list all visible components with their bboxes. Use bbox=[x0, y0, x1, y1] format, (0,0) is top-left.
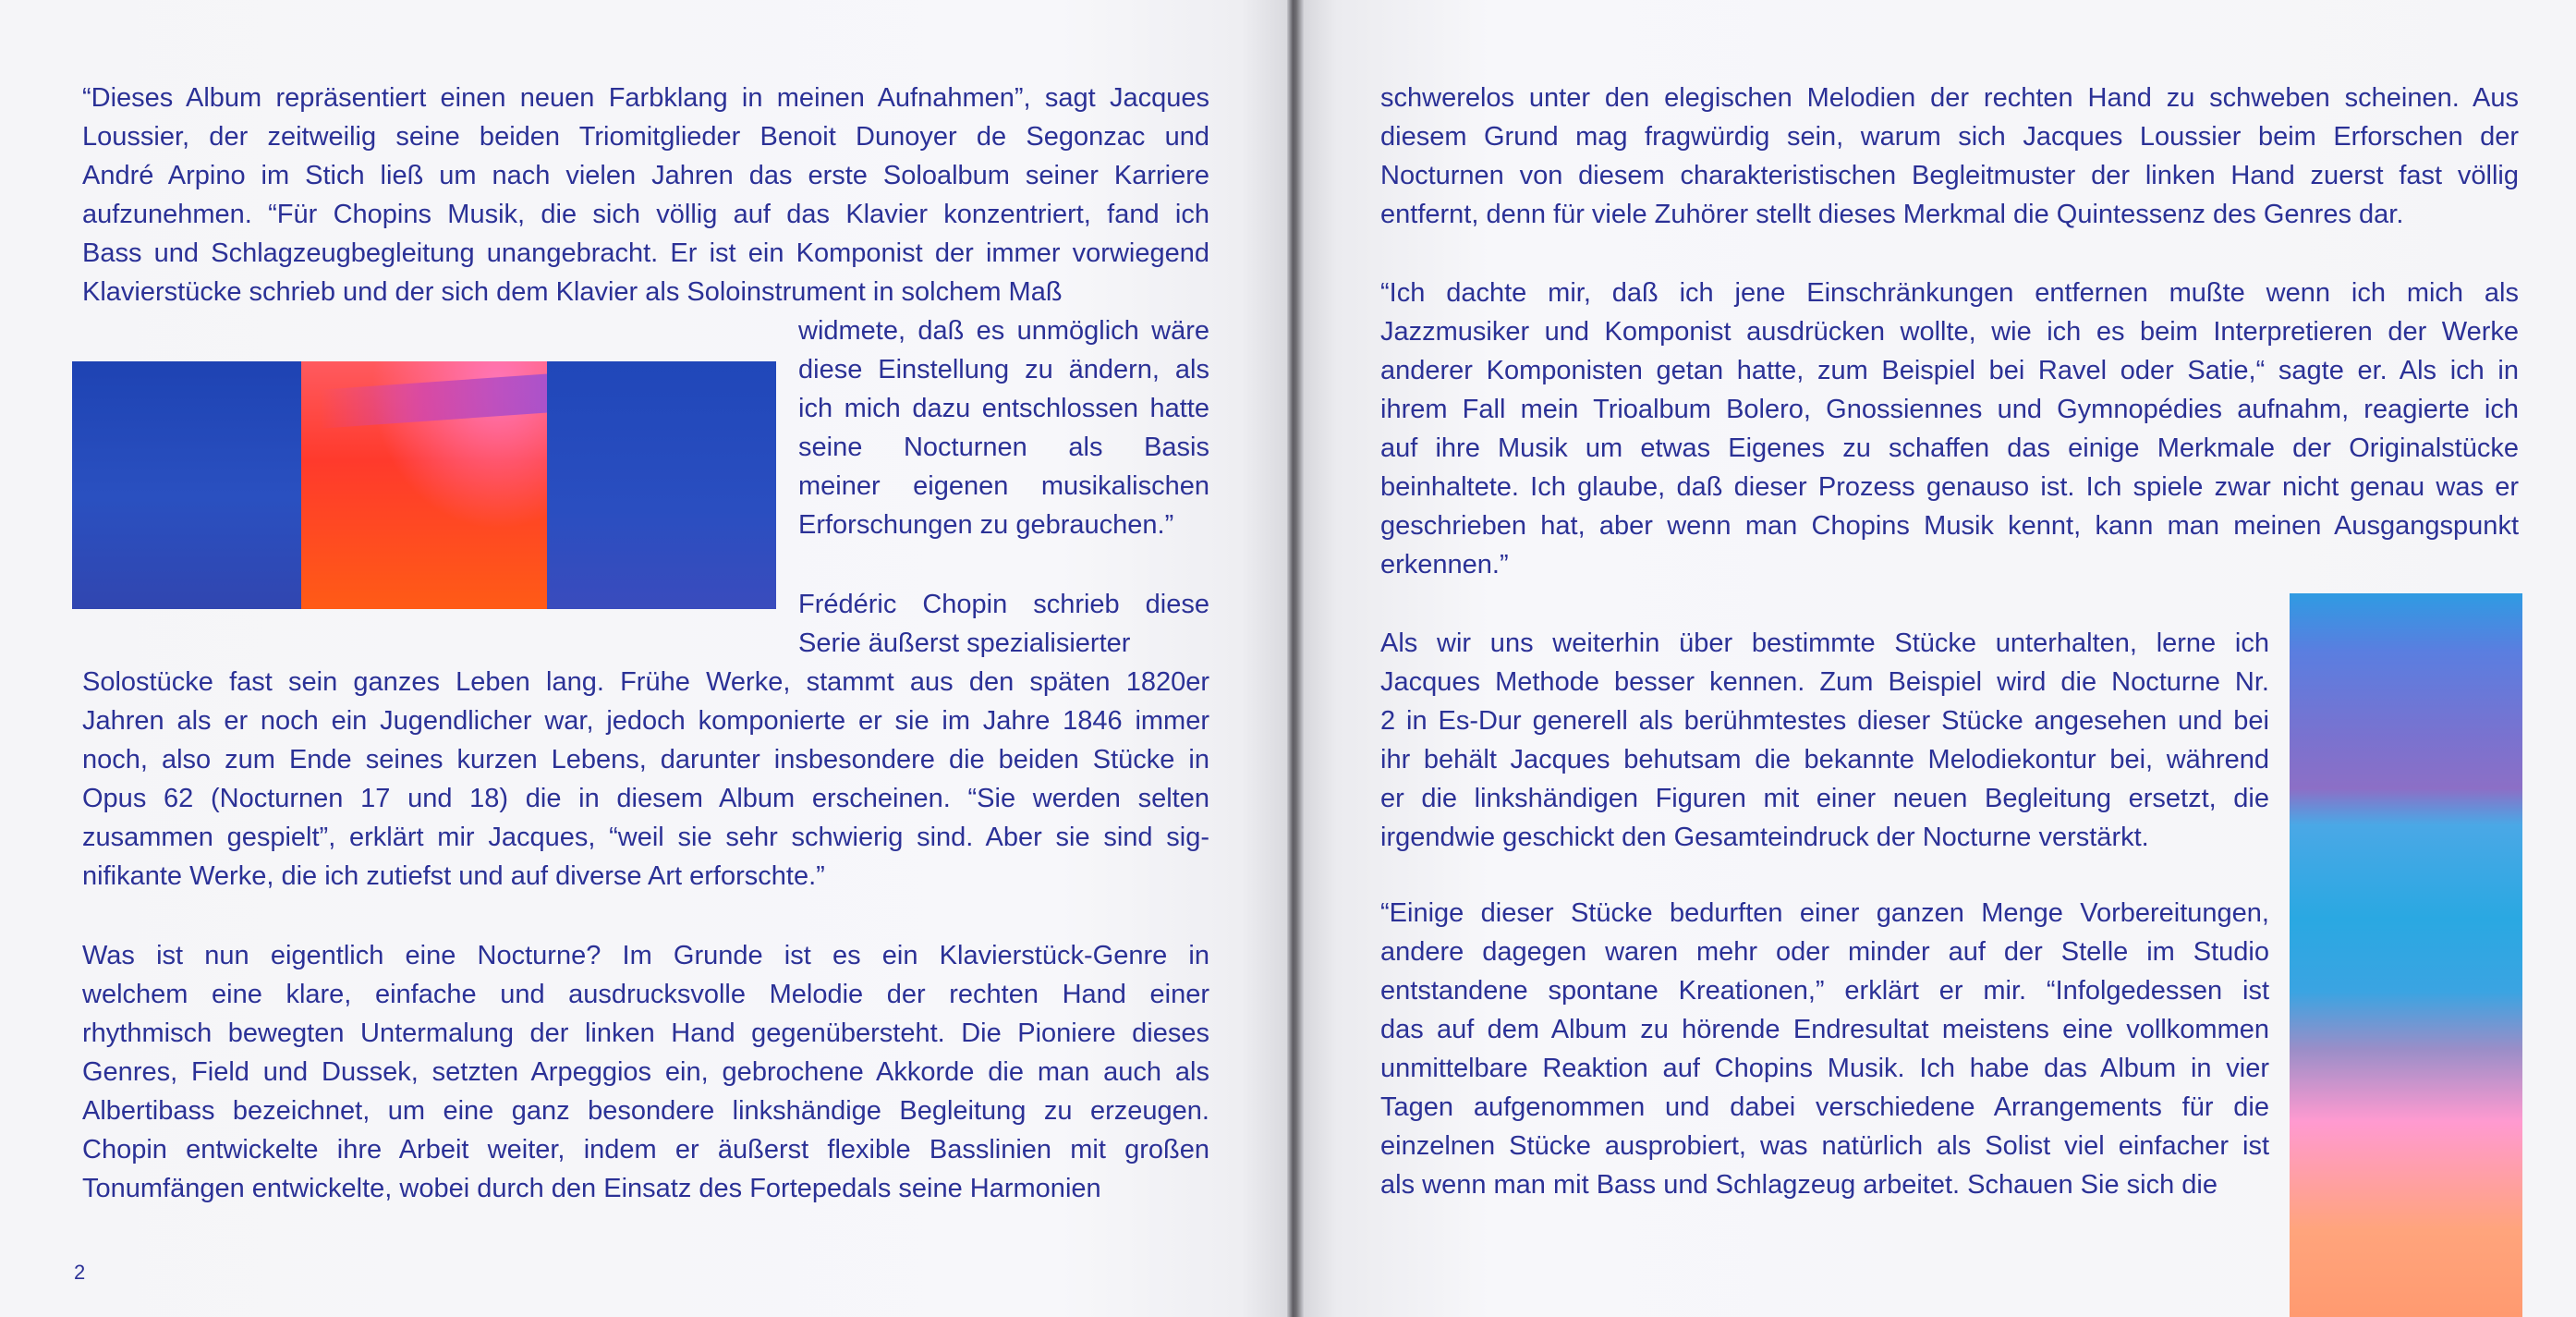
booklet-spine bbox=[1287, 0, 1304, 1317]
text-line: “Ich dachte mir, daß ich jene Einschränkungen entfernen mußte wenn ich mich als bbox=[1380, 278, 2519, 308]
blue-panel bbox=[547, 361, 776, 609]
text-line: noch, also zum Ende seines kurzen Lebens, darunter insbesondere die beiden Stücke in bbox=[82, 745, 1209, 774]
text-line: beinhaltete. Ich glaube, daß dieser Prozess genauso ist. Ich spiele zwar nicht genau was er bbox=[1380, 472, 2519, 502]
text-line: Solostücke fast sein ganzes Leben lang. Frühe Werke, stammt aus den späten 1820er bbox=[82, 667, 1209, 697]
text-line: Jahren als er noch ein Jugendlicher war, jedoch komponierte er sie im Jahre 1846 immer bbox=[82, 706, 1209, 736]
text-line: Genres, Field und Dussek, setzten Arpeggios ein, gebrochene Akkorde die man auch als bbox=[82, 1057, 1209, 1087]
text-line: anderer Komponisten getan hatte, zum Beispiel bei Ravel oder Satie,“ sagte er. Als ich in bbox=[1380, 356, 2519, 385]
text-line: zusammen gespielt”, erklärt mir Jacques, “weil sie sehr schwierig sind. Aber sie sind sig- bbox=[82, 823, 1209, 852]
text-line: einzelnen Stücke ausprobiert, was natürlich als Solist viel einfacher ist bbox=[1380, 1131, 2269, 1161]
text-line: Als wir uns weiterhin über bestimmte Stücke unterhalten, lerne ich bbox=[1380, 628, 2269, 658]
text-line: irgendwie geschickt den Gesamteindruck der Nocturne verstärkt. bbox=[1380, 823, 2149, 852]
chopin-paragraph-start bbox=[798, 585, 1209, 663]
text-line: er die linkshändigen Figuren mit einer neuen Begleitung ersetzt, die bbox=[1380, 784, 2269, 813]
text-line: aufzunehmen. “Für Chopins Musik, die sich völlig auf das Klavier konzentriert, fand ich bbox=[82, 200, 1209, 229]
text-line: entfernt, denn für viele Zuhörer stellt dieses Merkmal die Quintessenz des Genres dar. bbox=[1380, 200, 2404, 229]
text-line: andere dagegen waren mehr oder minder auf der Stelle im Studio bbox=[1380, 937, 2269, 967]
abstract-color-image-left bbox=[72, 361, 776, 609]
intro-paragraph-continued bbox=[798, 311, 1209, 544]
text-line: unmittelbare Reaktion auf Chopins Musik. Ich habe das Album in vier bbox=[1380, 1054, 2269, 1083]
text-line: Albertibass bezeichnet, um eine ganz besondere linkshändige Begleitung zu erzeugen. bbox=[82, 1096, 1209, 1126]
text-line: Klavierstücke schrieb und der sich dem Klavier als Soloinstrument in solchem Maß bbox=[82, 277, 1063, 307]
text-line: welchem eine klare, einfache und ausdrucksvolle Melodie der rechten Hand einer bbox=[82, 980, 1209, 1009]
text-line: 2 in Es-Dur generell als berühmtestes dieser Stücke angesehen und bei bbox=[1380, 706, 2269, 736]
text-line: Frédéric Chopin schrieb diese bbox=[798, 590, 1209, 619]
text-line: widmete, daß es unmöglich wäre bbox=[798, 316, 1209, 346]
text-line: Chopin entwickelte ihre Arbeit weiter, indem er äußerst flexible Basslinien mit großen bbox=[82, 1135, 1209, 1165]
chopin-paragraph bbox=[82, 663, 1209, 896]
red-orange-panel bbox=[301, 361, 547, 609]
intro-paragraph bbox=[82, 79, 1209, 311]
preparation-paragraph bbox=[1380, 894, 2269, 1204]
text-line: ihr behält Jacques behutsam die bekannte Melodiekontur bei, während bbox=[1380, 745, 2269, 774]
method-paragraph bbox=[1380, 624, 2269, 857]
text-line: Bass und Schlagzeugbegleitung unangebracht. Er ist ein Komponist der immer vorwiegend bbox=[82, 238, 1209, 268]
text-line: schwerelos unter den elegischen Melodien der rechten Hand zu schweben scheinen. Aus bbox=[1380, 83, 2519, 113]
text-line: “Dieses Album repräsentiert einen neuen Farbklang in meinen Aufnahmen”, sagt Jacques bbox=[82, 83, 1209, 113]
text-line: Was ist nun eigentlich eine Nocturne? Im Grunde ist es ein Klavierstück-Genre in bbox=[82, 941, 1209, 970]
text-line: Nocturnen von diesem charakteristischen Begleitmuster der linken Hand zuerst fast völlig bbox=[1380, 161, 2519, 190]
text-line: seine Nocturnen als Basis bbox=[798, 433, 1209, 462]
text-line: ihrem Fall mein Trioalbum Bolero, Gnossiennes und Gymnopédies aufnahm, reagierte ich bbox=[1380, 395, 2519, 424]
text-line: auf ihre Musik um etwas Eigenes zu schaffen das einige Merkmale der Originalstücke bbox=[1380, 433, 2519, 463]
text-line: Jazzmusiker und Komponist ausdrücken wollte, wie ich es beim Interpretieren der Werke bbox=[1380, 317, 2519, 347]
text-line: ich mich dazu entschlossen hatte bbox=[798, 394, 1209, 423]
abstract-color-image-right bbox=[2290, 593, 2522, 1317]
text-line: Loussier, der zeitweilig seine beiden Triomitglieder Benoit Dunoyer de Segonzac und bbox=[82, 122, 1209, 152]
text-line: nifikante Werke, die ich zutiefst und auf diverse Art erforschte.” bbox=[82, 861, 825, 891]
quote-paragraph bbox=[1380, 274, 2519, 584]
text-line: das auf dem Album zu hörende Endresultat meistens eine vollkommen bbox=[1380, 1015, 2269, 1044]
text-line: erkennen.” bbox=[1380, 550, 1509, 579]
text-line: geschrieben hat, aber wenn man Chopins Musik kennt, kann man meinen Ausgangspunkt bbox=[1380, 511, 2519, 541]
page-number: 2 bbox=[74, 1261, 86, 1284]
text-line: als wenn man mit Bass und Schlagzeug arbeitet. Schauen Sie sich die bbox=[1380, 1170, 2218, 1200]
text-line: Tonumfängen entwickelte, wobei durch den Einsatz des Fortepedals seine Harmonien bbox=[82, 1174, 1101, 1203]
text-line: Tagen aufgenommen und dabei verschiedene Arrangements für die bbox=[1380, 1092, 2269, 1122]
text-line: “Einige dieser Stücke bedurften einer ganzen Menge Vorbereitungen, bbox=[1380, 898, 2269, 928]
text-line: rhythmisch bewegten Untermalung der linken Hand gegenübersteht. Die Pioniere dieses bbox=[82, 1018, 1209, 1048]
text-line: meiner eigenen musikalischen bbox=[798, 471, 1209, 501]
opening-paragraph bbox=[1380, 79, 2519, 234]
text-line: Erforschungen zu gebrauchen.” bbox=[798, 510, 1174, 540]
text-line: André Arpino im Stich ließ um nach vielen Jahren das erste Soloalbum seiner Karriere bbox=[82, 161, 1209, 190]
nocturne-paragraph bbox=[82, 936, 1209, 1208]
text-line: Serie äußerst spezialisierter bbox=[798, 628, 1131, 658]
text-line: diese Einstellung zu ändern, als bbox=[798, 355, 1209, 384]
text-line: diesem Grund mag fragwürdig sein, warum sich Jacques Loussier beim Erforschen der bbox=[1380, 122, 2519, 152]
blue-panel bbox=[72, 361, 301, 609]
text-line: Opus 62 (Nocturnen 17 und 18) die in diesem Album erscheinen. “Sie werden selten bbox=[82, 784, 1209, 813]
text-line: Jacques Methode besser kennen. Zum Beispiel wird die Nocturne Nr. bbox=[1380, 667, 2269, 697]
text-line: entstandene spontane Kreationen,” erklärt er mir. “Infolgedessen ist bbox=[1380, 976, 2269, 1006]
